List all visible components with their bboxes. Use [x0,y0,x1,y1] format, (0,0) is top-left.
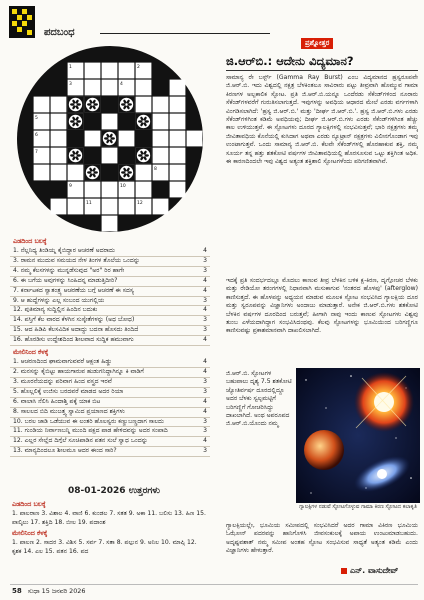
flower-emblem-icon [119,165,135,181]
image-caption: ಗ್ಯಾಲಕ್ಸಿಗಳ ನಡುವೆ ಸ್ಫೋಟಗೊಳ್ಳುವ ಗಾಮಾ ಕಿರಣ ಸ್ಫೋಟದ ಕಲಾಕೃತಿ [299,504,417,510]
down-clue-length: 3 [203,447,207,455]
crossword-cell [170,80,186,96]
across-clue-length: 3 [203,326,207,334]
crossword-cell [51,148,67,164]
crossword-cell [119,199,135,215]
down-clue [10,418,210,428]
across-clue-text: 3. ರಾಮನ ಮುದುವ ಸಮಯದ ನೇಳ ತಿಂಗಳ ತೊಲೆಯ ಒಂದನ್ನು [13,256,140,264]
across-clue [10,306,210,316]
down-clue-text: 5. ಹೊಲ್ಲಲಿಕ್ಕೆ ಉಜಿಸು ಬರದವರೆ ಮಾಡದ ಅದರ ರಿಯಾ [13,387,124,395]
crossword-cell [153,97,169,113]
crossword-cell [102,63,118,79]
down-clue-text: 13. ಮಾನ್ಯದಿಂದಲೂ ಶೀಲಮೂ ಆದರ ಈಂದ ಸಾರಿ? [13,447,117,455]
crossword-cell [170,114,186,130]
down-clue-text: 11. ಗುಂಡಿಯ ನಿರ್ವಾಣಬನ್ನಿ ಮುಂದಿ ಪಕ್ಷದ ಪಾಡ ಹೇಳಿದವನ್ನು ಅದರ ಸಂಪಾದಿ [13,427,168,435]
across-clue-text: 9. ಆ ಹುದ್ದೆಗಳನ್ನು ಎಲ್ಲ ಸಂಬಂದ ಯುಗಲ್ಲಿಯ [13,296,105,304]
down-heading: ಮೇಲಿನಿಂದ ಕೆಳಕ್ಕೆ [13,348,49,357]
page-number: 58 [12,587,22,595]
flower-emblem-icon [85,165,101,181]
across-clue-length: 4 [203,306,207,314]
flower-emblem-icon [68,148,84,164]
across-clue-text: 15. ಆದ ಹಿಡಿಪಿ ಕೆಲಸವಿದಿಕ ಅದಾದ್ದು ಬದನಾ ಹೊಸದು ತಿಂದಿದೆ [13,326,139,334]
across-clue [10,336,210,346]
down-clue-text: 2. ಮನಸನ್ನು ಕೈಬಿಟ್ಟು ಹಾಯಗಾರುವ ಹುಡುಗನಿದ್ದಾಗಿನ್ನೂ ಕಿ ವಾಡಿಗೆ [13,367,144,375]
crossword-cell [119,131,135,147]
cell-number: 12 [137,201,143,206]
down-clue-length: 4 [203,397,207,405]
crossword-cell [102,114,118,130]
crossword-cell [170,165,186,181]
crossword-cell [136,97,152,113]
down-clue-text: 12. ಎಲ್ಲರ ಸೇಲ್ಲೆದ ದಿಗ್ಗೆಲೆ ಸೂಚಿಪಾಡಿನ ಪತನ ಸುಲೆ ಸ್ವಾಧ ಒಂದನ್ನು [13,437,148,445]
cell-number: 1 [69,65,72,70]
crossword-cell [51,131,67,147]
clues-panel [10,236,210,457]
author-marker-icon [341,568,347,574]
crossword-cell [153,114,169,130]
cell-number: 2 [137,65,140,70]
across-clue-length: 4 [203,276,207,284]
cell-number: 4 [120,82,123,87]
across-clue-length: 4 [203,286,207,294]
puzzle-logo-icon [9,6,35,38]
crossword-cell [85,63,101,79]
crossword-cell [170,182,186,198]
cell-number: 6 [35,133,38,138]
across-clue [10,326,210,336]
down-clue-text: 3. ಮೂರನೆಯದನ್ನು ಪರಿವಾಗ ಹಿಂದ ವಸ್ತ್ರದ ಇರವೆ [13,377,112,385]
crossword-cell [170,148,186,164]
across-clue-length: 3 [203,316,207,324]
down-clue [10,427,210,437]
across-clue-text: 7. ಕರ್ನಾಟಕದ ಸ್ವಾತಂತ್ರ್ಯ ಆಚರಣೆಯ ಬಗ್ಗೆ ಆಚರಣೆ ಈ ಸದಸ್ಯ [13,286,135,294]
flower-emblem-icon [136,114,152,130]
across-clue-text: 12. ಪುತಿಮಾನ್ಯ ಸುದ್ದಿಲ್ಲಿನ ಹಿಂದಿನ ಬದುಕು [13,306,98,314]
crossword-cell [136,80,152,96]
page-header [0,0,424,46]
across-clue [10,297,210,307]
answers-down-heading: ಮೇಲಿನಿಂದ ಕೆಳಕ್ಕೆ [12,529,48,538]
crossword-cell [51,114,67,130]
crossword-cell [136,165,152,181]
cell-number: 5 [35,116,38,121]
across-clue-list [10,247,210,346]
section-name: ಪದಬಂಧ [44,27,75,38]
crossword-cell [85,182,101,198]
across-clue [10,277,210,287]
across-heading: ಎಡದಿಂದ ಬಲಕ್ಕೆ [13,237,47,245]
cell-number: 3 [69,82,72,87]
down-clue [10,447,210,457]
down-clue-length: 3 [203,417,207,425]
crossword-cell [34,165,50,181]
crossword-cell [102,80,118,96]
crossword-cell [187,131,203,147]
issue-info: ಸುಧಾ 15 ಜನವರಿ 2026 [27,587,86,595]
crossword-cell [102,199,118,215]
cell-number: 8 [154,167,157,172]
answers-panel [12,498,208,556]
across-clue-length: 3 [203,296,207,304]
down-clue [10,358,210,368]
crossword-cell [51,97,67,113]
down-clue-length: 4 [203,358,207,366]
crossword-grid [10,44,210,234]
down-clue-text: 8. ಸಾಲಲದ ಬಿದಿ ಮುಜತ್ತ್ವ ಸ್ವಾಮಿದ ಪ್ರಯಾಣದ ಶಕ್ತಿಗಳು [13,407,125,415]
down-clue-text: 6. ವಾಲಾಸಿ ನೆಲಿಸಿ ಹಿಂದಾಶ್ತಿ ಪಕ್ಕೆ ಯಾಕ ಬಿಟ [13,397,101,405]
article-paragraph-2: ಇದಕ್ಕೆ ಪ್ರತಿ ಸಂದರ್ಭದಲ್ಲೂ ಮೊದಲು ಕಾಣುವ ತೀವ್ರ ಬೆಳಕಿನ ಬಳಿಕ ಕ್ಷ-ಕಿರಣ, ದೃಗ್ಗೋಚರ ಬೆಳಕು ಮತ್ತು ರೇಡಿಯೋ ತರಂಗಗಳಲ್ಲಿ ನಿಧಾನವಾಗಿ ಮಸುಕಾಗುವ 'ನಂತರದ ಹೊಳಪು' (afterglow) ಕಾಣಿಸುತ್ತದೆ. ಈ ಹೊಳಪನ್ನು ಅಧ್ಯಯನ ಮಾಡುವ ಮೂಲಕ ಸ್ಫೋಟ ಸಂಭವಿಸಿದ ಗ್ಯಾಲಕ್ಸಿಯ ದೂರ ಮತ್ತು ಸ್ವರೂಪವನ್ನು ವಿಜ್ಞಾನಿಗಳು ಅಂದಾಜು ಮಾಡುತ್ತಾರೆ. ಅನೇಕ ಜಿ.ಆರ್.ಬಿ.ಗಳು ಶತಕೋಟಿ ಬೆಳಕಿನ ವರ್ಷಗಳ ದೂರದಿಂದ ಬರುತ್ತವೆ; ಹೀಗಾಗಿ ನಾವು ಇಂದು ಕಾಣುವ ಸ್ಫೋಟಗಳು ವಿಶ್ವವು ತುಂಬ ಎಳೆಯದಾಗಿದ್ದಾಗ ಸಂಭವಿಸಿದಂಥವು. ಕೆಲವು ಸ್ಫೋಟಗಳನ್ನು ಭೂಮಿಯಿಂದ ಬರಿಗಣ್ಣಿಗೂ ಕಾಣಿಸುವಷ್ಟು ಪ್ರಕಾಶಮಾನವಾಗಿ ದಾಖಲಿಸಲಾಗಿದೆ. [226,277,418,335]
answers-title: 08-01-2026 ಉತ್ತರಗಳು [68,486,160,496]
down-clue-length: 3 [203,387,207,395]
crossword-cell [34,97,50,113]
answers-down-text: 1. ಪಾಲಣ 2. ಸಾದರ 3. ವಿಶಿಸ 5. ಸರ್ವ 7. ಸತಾ 8. ಪಲ್ಗುನ 9. ಅನಿಲ 10. ಮಾಪ್ಸಿ 12. ಕೃಶಕ 14. ಎಲ 15. ಪತನ 16. ಪದ [12,539,197,555]
answers-across-heading: ಎಡದಿಂದ ಬಲಕ್ಕೆ [12,500,46,508]
down-clue-text: 1. ಆಚರಣದಿಂದ ಘಾಮವಾಗುವವರೆ ಆಕ್ಷಂತ ಹಿಡ್ಡು [13,358,112,366]
down-clue-length: 4 [203,437,207,445]
down-clue [10,437,210,447]
down-clue-text: 10. ಬರಲ ಜಾಡಿ ಒಡೆಯುವ ಈ ಲಂತರಿ ಹೊಲಸ್ವರು ಕಣ್ಣುಬಣ್ಣದಾಗ ಸಾಲದು [13,417,164,425]
crossword-puzzle [10,44,210,234]
across-clue [10,267,210,277]
down-clue [10,408,210,418]
flower-emblem-icon [85,97,101,113]
down-clue [10,368,210,378]
crossword-cell [119,63,135,79]
down-clue-length: 4 [203,407,207,415]
footer-divider [10,584,418,585]
down-clue [10,398,210,408]
crossword-cell [153,148,169,164]
down-clue-length: 3 [203,427,207,435]
crossword-cell [102,182,118,198]
across-clue [10,287,210,297]
across-clue-length: 4 [203,336,207,344]
across-clue [10,316,210,326]
crossword-cell [136,182,152,198]
crossword-cell [68,199,84,215]
down-clue [10,378,210,388]
down-clue-length: 4 [203,367,207,375]
article-author: ಎನ್. ವಾಸುದೇವ್ [350,566,399,575]
cell-number: 7 [35,150,38,155]
crossword-cell [51,199,67,215]
article-paragraph-3: ಜಿ.ಆರ್.ಬಿ. ಸ್ಫೋಟಗಳ ಬಹುಪಾಲು ದೃಶ್ಯ 7.5 ಶತಕೋಟಿ ಜ್ಯೋತಿರ್ವರ್ಷ ದೂರದಲ್ಲಿದ್ದೂ ಅದರ ಬೆಳಕು ಸ್ವಲ್ಪಮಟ್ಟಿಗೆ ಬರಿಗಣ್ಣಿಗೆ ಗೋಚರಿಸಿದ್ದು ದಾಖಲಾಗಿದೆ. ಅಂಥ ಅಪರೂಪದ ಜಿ.ಆರ್.ಬಿ.ಯೊಂದು ನಮ್ಮ [226,370,292,428]
crossword-cell [85,131,101,147]
answers-across-text: 1. ಪಾಲರಾಣ 3. ವಿಶಾಲ 4. ವಾಣಿ 6. ಕುಂಡಲ 7. ಸತತ 9. ಅಕಾ 11. ಬಲಿಸು 13. ಹಿಣ 15. ಪಾಲ್ಕಿಲು 17. ಶಕ್ತಿದಿ 18. ಬೀಲ 19. ಪದಾಂಶ [12,510,206,526]
gamma-ray-burst-illustration [296,368,420,503]
article-title-divider [226,70,418,71]
across-clue-text: 14. ಪಸ್ತಿಗೆ ಕೆಲ ವಾರದ ಕೆಳಗಿನ ಸುಸ್ಕೇತೆಗಳನ್ನು (ಅಧ ಬೋಧ) [13,316,135,324]
down-clue-length: 3 [203,377,207,385]
across-clue [10,247,210,257]
flower-emblem-icon [119,97,135,113]
crossword-cell [170,131,186,147]
header-divider [100,33,270,34]
down-clue [10,388,210,398]
crossword-cell [51,165,67,181]
crossword-cell [153,131,169,147]
article-paragraph-4: ಗ್ಯಾಲಕ್ಸಿಯಲ್ಲೇ, ಭೂಮಿಯ ಸಮೀಪದಲ್ಲಿ ಸಂಭವಿಸಿದರೆ ಅದರ ಗಾಮಾ ವಿಕಿರಣ ಭೂಮಿಯ ಓಝೋನ್ ಪದರವನ್ನು ಹಾನಿಗೊಳಿಸಿ ಜೀವಸಂಕುಲಕ್ಕೆ ಅಪಾಯ ಉಂಟುಮಾಡಬಹುದು. ಅದೃಷ್ಟವಶಾತ್ ನಮ್ಮ ಸಮೀಪ ಅಂತಹ ಸ್ಫೋಟ ಸಂಭವಿಸುವ ಸಾಧ್ಯತೆ ಅತ್ಯಂತ ಕಡಿಮೆ ಎಂದು ವಿಜ್ಞಾನಿಗಳು ಹೇಳುತ್ತಾರೆ. [226,522,418,555]
across-clue-text: 4. ನಮ್ಮ ಕೆಲಸಗಳನ್ನು ಮುನ್ನಡೆಸುವುದ "ಅರ" ರಿರ ಹಾಗೇ [13,266,125,274]
down-clue-list [10,358,210,457]
across-clue-text: 1. ನೆಲ್ಲನಿಧ್ಯ ತಿಂಡಿಯ್ನ ಕೈಬಿದ್ದಾರ ಆಚರಣೆ ಅದರಾದು [13,247,115,254]
cell-number: 9 [69,184,72,189]
across-clue-text: 6. ಈ ಬಗೆಯ ಅವುಗಳನ್ನು ಸಿಂಹಿದನ್ನ ಮಾಡುತ್ತಿದೀರಿ? [13,276,118,284]
crossword-cell [102,148,118,164]
crossword-cell [68,165,84,181]
article-paragraph-1: ಸಾಮಾನ್ಯ ರೇ ಬರ್ಸ್ಟ್ (Gamma Ray Burst) ಎಂಬ ವಿದ್ಯಮಾನದ ಹ್ರಸ್ವರೂಪವೇ ಜಿ.ಆರ್.ಬಿ. ಇದು ವಿಶ್ವದಲ್ಲಿ ನಕ್ಷತ್ರ ಬೆಳಕಿಂತಲೂ ಸಾವಿರಾರು ಪಟ್ಟು ತೀವ್ರವಾಗಿ ಹೊಮ್ಮುವ ಗಾಮಾ ಕಿರಣಗಳ ಅಲ್ಪಕಾಲಿಕ ಸ್ಫೋಟ. ಪ್ರತಿ ಜಿ.ಆರ್.ಬಿ.ಯನ್ನೂ ಒಂದೆರಡು ಸೆಕೆಂಡ್‌ಗಳಿಂದ ನೂರಾರು ಸೆಕೆಂಡ್‌ಗಳವರೆಗೆ ಗುರುತಿಸಲಾಗುತ್ತದೆ. ಇವುಗಳನ್ನು ಅವಧಿಯ ಆಧಾರದ ಮೇಲೆ ಎರಡು ವರ್ಗಗಳಾಗಿ ವಿಂಗಡಿಸಲಾಗಿದೆ: 'ಹ್ರಸ್ವ ಜಿ.ಆರ್.ಬಿ.' ಮತ್ತು 'ದೀರ್ಘ ಜಿ.ಆರ್.ಬಿ.'. ಹ್ರಸ್ವ ಜಿ.ಆರ್.ಬಿ.ಗಳು ಎರಡು ಸೆಕೆಂಡ್‌ಗಳಿಗಿಂತ ಕಡಿಮೆ ಅವಧಿಯವು; ದೀರ್ಘ ಜಿ.ಆರ್.ಬಿ.ಗಳು ಎರಡು ಸೆಕೆಂಡ್‌ಗಳಿಗಿಂತ ಹೆಚ್ಚು ಕಾಲ ಉಳಿಯುತ್ತವೆ. ಈ ಸ್ಫೋಟಗಳು ದೂರದ ಗ್ಯಾಲಕ್ಸಿಗಳಲ್ಲಿ ಸಂಭವಿಸುತ್ತವೆ; ಭಾರಿ ನಕ್ಷತ್ರಗಳು ತಮ್ಮ ಜೀವಿತಾವಧಿಯ ಕೊನೆಯಲ್ಲಿ ಕುಸಿದಾಗ ಅಥವಾ ಎರಡು ನ್ಯೂಟ್ರಾನ್ ನಕ್ಷತ್ರಗಳು ವಿಲೀನಗೊಂಡಾಗ ಇವು ಉಂಟಾಗುತ್ತವೆ. ಒಂದು ಸಾಮಾನ್ಯ ಜಿ.ಆರ್.ಬಿ. ಕೆಲವೇ ಸೆಕೆಂಡ್‌ಗಳಲ್ಲಿ ಹೊರಹಾಕುವ ಶಕ್ತಿ, ನಮ್ಮ ಸೂರ್ಯ ತನ್ನ ಹತ್ತು ಶತಕೋಟಿ ವರ್ಷಗಳ ಜೀವಿತಾವಧಿಯಲ್ಲಿ ಹೊರಸೂಸುವ ಒಟ್ಟು ಶಕ್ತಿಗಿಂತ ಅಧಿಕ. ಈ ಕಾರಣದಿಂದಲೇ ಇವು ವಿಶ್ವದ ಅತ್ಯಂತ ಶಕ್ತಿಶಾಲಿ ಸ್ಫೋಟಗಳೆಂದು ಪರಿಗಣಿತವಾಗಿವೆ. [226,74,418,166]
across-clue-length: 3 [203,256,207,264]
crossword-cell [102,216,118,232]
cell-number: 11 [86,201,92,206]
across-clue [10,257,210,267]
crossword-cell [170,97,186,113]
cell-number: 10 [120,184,126,189]
flower-emblem-icon [68,97,84,113]
flower-emblem-icon [68,114,84,130]
page-footer [12,587,85,596]
section-tag: ಪ್ರಶ್ನೋತ್ತರ [301,38,333,49]
flower-emblem-icon [136,148,152,164]
across-clue-length: 3 [203,266,207,274]
flower-emblem-icon [102,131,118,147]
across-clue-text: 16. ಹೊರಡಿಸು ಉದ್ದೇಶದಿಂದ ಶೀಲವಾದ ಸುದ್ದಿಕ ಹಮುವಾಗು [13,336,134,344]
across-clue-length: 4 [203,247,207,254]
crossword-cell [153,199,169,215]
article-title: ಜಿ.ಆರ್‌ಬಿ.: ಆದೇನು ವಿದ್ಯಮಾನ? [226,54,354,68]
crossword-cell [85,80,101,96]
